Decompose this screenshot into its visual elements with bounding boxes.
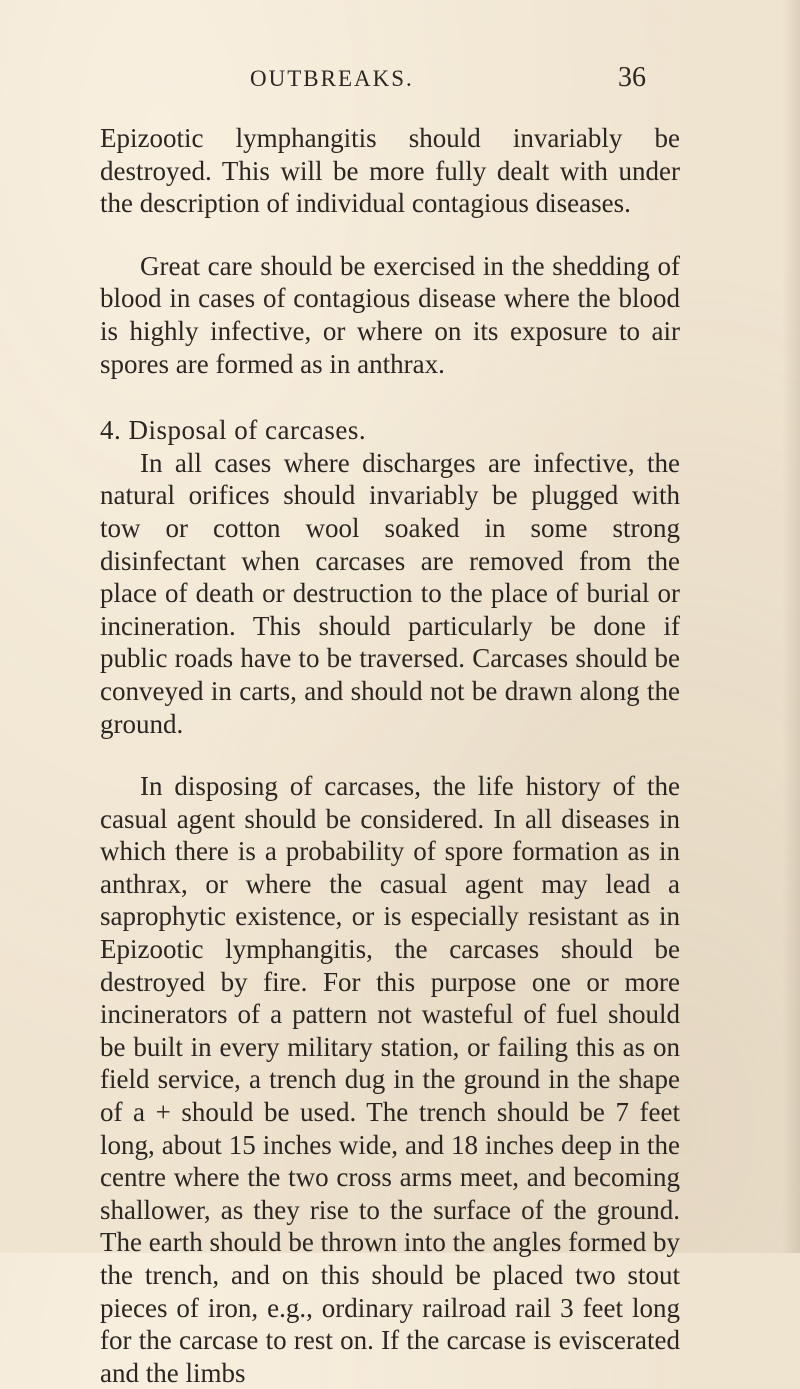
page-number: 36: [618, 62, 646, 93]
paragraph-shedding-blood: Great care should be exercised in the shedding of blood in cases of contagious disease where the blood is highly infective, or where on its exposure to air spores are formed as in anthrax.: [100, 250, 680, 379]
body-text: [100, 122, 680, 1389]
running-head: OUTBREAKS.: [250, 66, 414, 91]
page-header: [0, 58, 800, 98]
page-edge-shadow: [782, 0, 800, 1253]
paragraph-disposing: In disposing of carcases, the life history of the casual agent should be considered. In all diseases in which there is a probability of spore formation as in anthrax, or where the casual agent may lead a saprophytic existence, or is especially resistant as in Epizootic lymphangitis, the carcases should be destroyed by fire. For this purpose one or more incinerators of a pattern not wasteful of fuel should be built in every military station, or failing this as on field service, a trench dug in the ground in the shape of a + should be used. The trench should be 7 feet long, about 15 inches wide, and 18 inches deep in the centre where the two cross arms meet, and becoming shallower, as they rise to the surface of the ground. The earth should be thrown into the angles formed by the trench, and on this should be placed two stout pieces of iron, e.g., ordinary railroad rail 3 feet long for the carcase to rest on. If the carcase is eviscerated and the limbs: [100, 771, 680, 1388]
paragraph-discharges: In all cases where discharges are infective, the natural orifices should invariably be plugged with tow or cotton wool soaked in some strong disinfectant when carcases are removed from the place of death or destruction to the place of burial or incineration. This should particularly be done if public roads have to be traversed. Carcases should be conveyed in carts, and should not be drawn along the ground.: [100, 447, 680, 739]
section-heading: 4. Disposal of carcases.: [100, 415, 367, 446]
paragraph-epizootic: Epizootic lymphangitis should invariably be destroyed. This will be more fully dealt with under the description of individual contagious diseases.: [100, 123, 680, 219]
